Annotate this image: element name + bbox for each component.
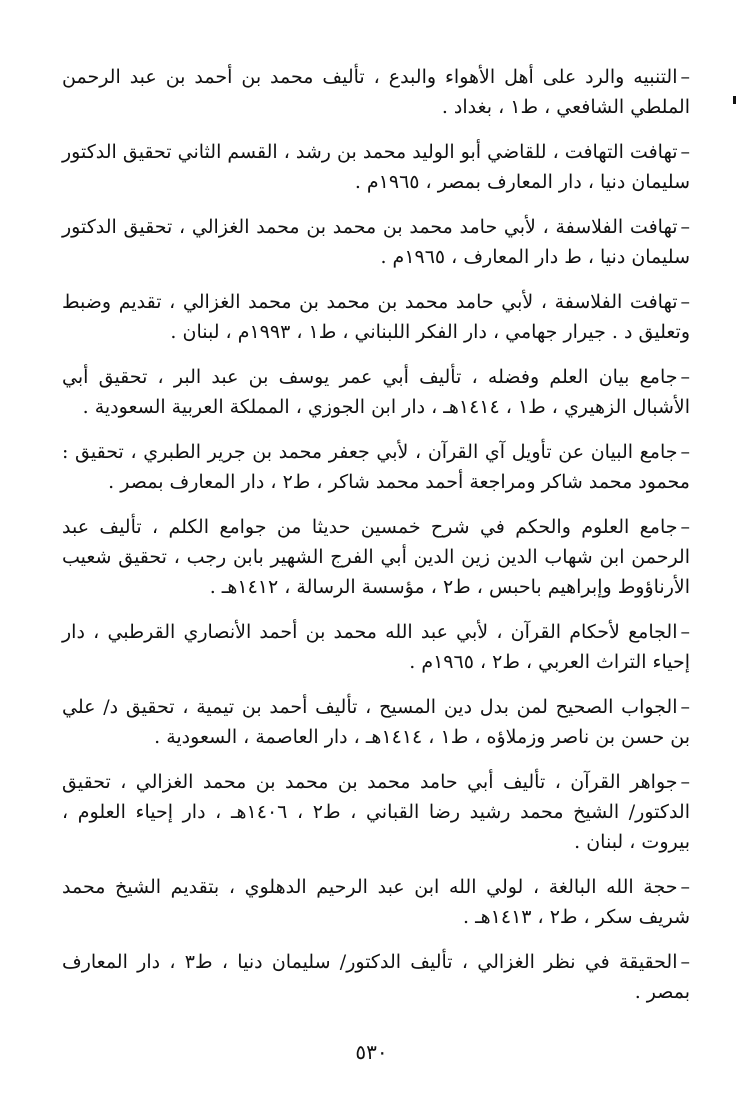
entry-dash: –	[680, 771, 690, 793]
bibliography-entry	[62, 212, 690, 272]
page-number: ٥٣٠	[355, 1040, 388, 1064]
bibliography-entry	[62, 692, 690, 752]
entry-dash: –	[680, 516, 690, 538]
entry-text: حجة الله البالغة ، لولي الله ابن عبد الرحيم الدهلوي ، بتقديم الشيخ محمد شريف سكر ، ط٢ ، ١٤١٣هـ .	[62, 876, 690, 928]
scan-edge-mark	[733, 96, 736, 104]
entry-dash: –	[680, 291, 690, 313]
bibliography-entry	[62, 872, 690, 932]
bibliography-entry	[62, 362, 690, 422]
entry-dash: –	[680, 216, 690, 238]
entry-text: جواهر القرآن ، تأليف أبي حامد محمد بن محمد بن محمد الغزالي ، تحقيق الدكتور/ الشيخ محمد رشيد رضا القباني ، ط٢ ، ١٤٠٦هـ ، دار إحياء العلوم ، بيروت ، لبنان .	[62, 771, 690, 853]
entry-text: تهافت الفلاسفة ، لأبي حامد محمد بن محمد بن محمد الغزالي ، تحقيق الدكتور سليمان دنيا ، ط دار المعارف ، ١٩٦٥م .	[62, 216, 690, 268]
entry-text: الجامع لأحكام القرآن ، لأبي عبد الله محمد بن أحمد الأنصاري القرطبي ، دار إحياء التراث العربي ، ط٢ ، ١٩٦٥م .	[62, 621, 690, 673]
bibliography-entry	[62, 62, 690, 122]
bibliography-entry	[62, 767, 690, 857]
entry-text: الجواب الصحيح لمن بدل دين المسيح ، تأليف أحمد بن تيمية ، تحقيق د/ علي بن حسن بن ناصر وزملاؤه ، ط١ ، ١٤١٤هـ ، دار العاصمة ، السعودية .	[62, 696, 690, 748]
entry-dash: –	[680, 441, 690, 463]
entry-dash: –	[680, 951, 691, 973]
entry-text: جامع بيان العلم وفضله ، تأليف أبي عمر يوسف بن عبد البر ، تحقيق أبي الأشبال الزهيري ، ط١ ، ١٤١٤هـ ، دار ابن الجوزي ، المملكة العربية السعودية .	[62, 366, 690, 418]
entry-text: تهافت الفلاسفة ، لأبي حامد محمد بن محمد بن محمد الغزالي ، تقديم وضبط وتعليق د . جيرار جهامي ، دار الفكر اللبناني ، ط١ ، ١٩٩٣م ، لبنان .	[62, 291, 690, 343]
entry-dash: –	[680, 876, 690, 898]
bibliography-list	[62, 62, 690, 1022]
bibliography-entry	[62, 137, 690, 197]
bibliography-entry	[62, 512, 690, 602]
entry-text: التنبيه والرد على أهل الأهواء والبدع ، تأليف محمد بن أحمد بن عبد الرحمن الملطي الشافعي ، ط١ ، بغداد .	[62, 66, 690, 118]
entry-dash: –	[680, 696, 690, 718]
entry-text: تهافت التهافت ، للقاضي أبو الوليد محمد بن رشد ، القسم الثاني تحقيق الدكتور سليمان دنيا ، دار المعارف بمصر ، ١٩٦٥م .	[62, 141, 690, 193]
bibliography-entry	[62, 617, 690, 677]
entry-text: جامع العلوم والحكم في شرح خمسين حديثا من جوامع الكلم ، تأليف عبد الرحمن ابن شهاب الدين زين الدين أبي الفرج الشهير بابن رجب ، تحقيق شعيب الأرناؤوط وإبراهيم باحبس ، ط٢ ، مؤسسة الرسالة ، ١٤١٢هـ .	[62, 516, 690, 598]
entry-dash: –	[680, 141, 690, 163]
bibliography-entry	[62, 947, 690, 1007]
bibliography-entry	[62, 437, 690, 497]
entry-text: جامع البيان عن تأويل آي القرآن ، لأبي جعفر محمد بن جرير الطبري ، تحقيق : محمود محمد شاكر ومراجعة أحمد محمد شاكر ، ط٢ ، دار المعارف بمصر .	[62, 441, 690, 493]
entry-text: الحقيقة في نظر الغزالي ، تأليف الدكتور/ سليمان دنيا ، ط٣ ، دار المعارف بمصر .	[62, 951, 690, 1003]
entry-dash: –	[680, 366, 690, 388]
entry-dash: –	[680, 66, 690, 88]
entry-dash: –	[680, 621, 690, 643]
bibliography-entry	[62, 287, 690, 347]
